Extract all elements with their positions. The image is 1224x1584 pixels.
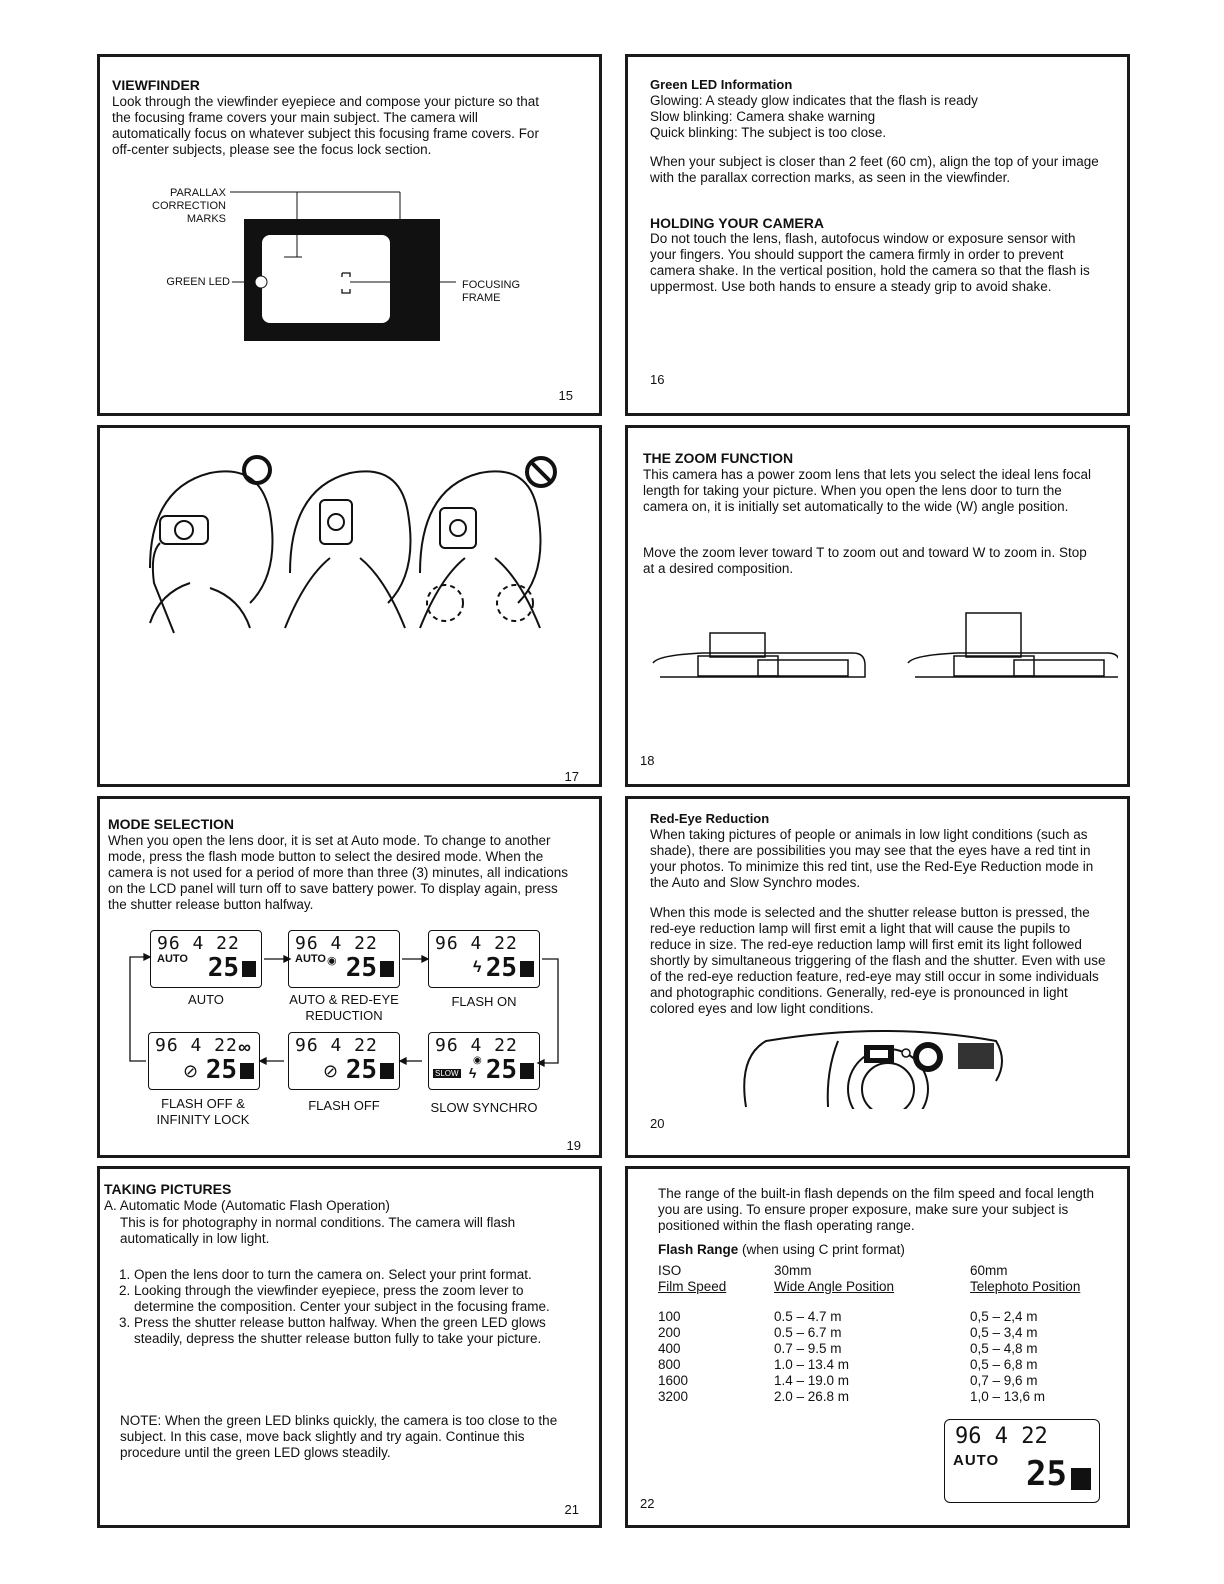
table-cell: 1600 bbox=[658, 1373, 689, 1388]
red-eye-paragraph-2: When this mode is selected and the shutter release button is pressed, the red-eye reduction lamp will first emit a light that will cause the pupils to reduce in size. The red-eye reduction lamp will first emit its light followed shortly by simultaneous triggering of the flash and the shutter. Even with use of the red-eye reduction feature, red-eye may still occur in some individuals and photographic conditions. Generally, red-eye is pronounced in light colored eyes and low light conditions. bbox=[650, 905, 1106, 1016]
table-cell: 0.7 – 9.5 m bbox=[774, 1341, 842, 1356]
table-cell: 0.5 – 6.7 m bbox=[774, 1325, 842, 1340]
page-number: 16 bbox=[650, 372, 665, 387]
table-row bbox=[658, 1373, 1108, 1389]
table-cell: 0,7 – 9,6 m bbox=[970, 1373, 1038, 1388]
page-number: 21 bbox=[564, 1502, 579, 1517]
mode-caption-slow-synchro: SLOW SYNCHRO bbox=[430, 1100, 538, 1115]
slow-badge: SLOW bbox=[435, 1069, 459, 1078]
film-icon bbox=[1071, 1468, 1091, 1490]
page-number: 15 bbox=[558, 388, 573, 403]
led-line-3: Quick blinking: The subject is too close. bbox=[650, 125, 887, 140]
table-cell: 800 bbox=[658, 1357, 681, 1372]
lcd-slow-synchro: 96 4 22 ◉ SLOW ϟ 25 bbox=[428, 1032, 540, 1090]
flash-range-intro: The range of the built-in flash depends on the film speed and focal length you are using. To ensure proper exposure, make sure your subject is positioned within the flash operating range. bbox=[658, 1186, 1095, 1233]
lcd-flash-off: 96 4 22 ⊘ 25 bbox=[288, 1032, 400, 1090]
table-header-row: ISO 30mm 60mm bbox=[658, 1263, 1008, 1278]
zoom-paragraph-1: This camera has a power zoom lens that lets you select the ideal lens focal length for taking your picture. When you open the lens door to turn the camera on, it is initially set automatically to the wide (W) angle position. bbox=[643, 467, 1091, 514]
led-line-2: Slow blinking: Camera shake warning bbox=[650, 109, 876, 124]
page-number: 17 bbox=[564, 769, 579, 784]
table-cell: 0.5 – 4.7 m bbox=[774, 1309, 842, 1324]
viewfinder-title: VIEWFINDER bbox=[112, 77, 200, 93]
page-20-panel bbox=[625, 796, 1130, 1158]
table-cell: 0,5 – 6,8 m bbox=[970, 1357, 1038, 1372]
zoom-title: THE ZOOM FUNCTION bbox=[643, 450, 794, 466]
parallax-paragraph: When your subject is closer than 2 feet (60 cm), align the top of your image with the parallax correction marks, as seen in the viewfinder. bbox=[650, 154, 1099, 185]
table-cell: 2.0 – 26.8 m bbox=[774, 1389, 850, 1404]
green-led-title: Green LED Information bbox=[650, 77, 793, 92]
page-18-panel bbox=[625, 425, 1130, 787]
lcd-flash-on: 96 4 22 ϟ 25 bbox=[428, 930, 540, 988]
table-cell: 0,5 – 3,4 m bbox=[970, 1325, 1038, 1340]
red-eye-paragraph-1: When taking pictures of people or animals in low light conditions (such as shade), there are possibilities you may see that the eyes have a red tint in your photos. To minimize this red tint, use the Red-Eye Reduction mode in the Auto and Slow Synchro modes. bbox=[650, 827, 1094, 890]
focusing-frame-label: FOCUSING FRAME bbox=[462, 279, 521, 304]
mode-caption-auto: AUTO bbox=[188, 992, 224, 1007]
flash-range-table bbox=[658, 1263, 1108, 1405]
automatic-mode-text: This is for photography in normal conditions. The camera will flash automatically in low light. bbox=[120, 1215, 516, 1246]
viewfinder-diagram bbox=[220, 187, 460, 347]
page-15-panel bbox=[97, 54, 602, 416]
page-number: 22 bbox=[640, 1496, 655, 1511]
page-22-panel bbox=[625, 1166, 1130, 1528]
automatic-mode-subtitle: A. Automatic Mode (Automatic Flash Operation) bbox=[104, 1198, 390, 1213]
table-row bbox=[658, 1325, 1108, 1341]
page-number: 18 bbox=[640, 753, 655, 768]
taking-pictures-title: TAKING PICTURES bbox=[104, 1181, 232, 1197]
green-led-label: GREEN LED bbox=[166, 276, 230, 288]
note-text: NOTE: When the green LED blinks quickly, the camera is too close to the subject. In this case, move back slightly and try again. Continue this procedure until the green LED glows steadily. bbox=[120, 1413, 558, 1460]
parallax-label: PARALLAX CORRECTION MARKS bbox=[152, 187, 226, 225]
table-row bbox=[658, 1389, 1108, 1405]
camera-front-illustration bbox=[738, 1029, 1008, 1109]
page-number: 19 bbox=[566, 1138, 581, 1153]
page-16-panel bbox=[625, 54, 1130, 416]
flash-off-icon: ⊘ bbox=[183, 1061, 199, 1081]
holding-title: HOLDING YOUR CAMERA bbox=[650, 215, 824, 231]
page-19-panel bbox=[97, 796, 602, 1158]
table-row bbox=[658, 1341, 1108, 1357]
lcd-auto: 96 4 22 AUTO 25 bbox=[150, 930, 262, 988]
table-cell: 1,0 – 13,6 m bbox=[970, 1389, 1046, 1404]
lcd-flash-off-infinity: 96 4 22 ∞ ⊘ 25 bbox=[148, 1032, 260, 1090]
red-eye-icon: ◉ bbox=[473, 1055, 482, 1066]
steps-list bbox=[100, 1267, 574, 1347]
table-row bbox=[658, 1357, 1108, 1373]
red-eye-title: Red-Eye Reduction bbox=[650, 811, 770, 826]
lcd-auto-red-eye: 96 4 22 AUTO ◉ 25 bbox=[288, 930, 400, 988]
zoom-lens-illustration bbox=[648, 608, 1118, 688]
holding-paragraph: Do not touch the lens, flash, autofocus window or exposure sensor with your fingers. You should support the camera firmly in order to prevent camera shake. In the vertical position, hold the camera so that the flash is uppermost. Use both hands to ensure a steady grip to avoid shake. bbox=[650, 231, 1090, 294]
table-body bbox=[658, 1309, 1108, 1405]
table-cell: 0,5 – 2,4 m bbox=[970, 1309, 1038, 1324]
flash-icon: ϟ bbox=[473, 959, 482, 976]
table-cell: 400 bbox=[658, 1341, 681, 1356]
table-cell: 1.0 – 13.4 m bbox=[774, 1357, 850, 1372]
table-cell: 200 bbox=[658, 1325, 681, 1340]
table-cell: 1.4 – 19.0 m bbox=[774, 1373, 850, 1388]
mode-caption-flash-on: FLASH ON bbox=[451, 994, 517, 1009]
flash-off-icon: ⊘ bbox=[323, 1061, 339, 1081]
mode-caption-auto-red-eye: AUTO & RED-EYE REDUCTION bbox=[289, 992, 399, 1023]
page-17-panel bbox=[97, 425, 602, 787]
holding-camera-illustration bbox=[120, 448, 570, 658]
page-number: 20 bbox=[650, 1116, 665, 1131]
mode-caption-flash-off-infinity: FLASH OFF & INFINITY LOCK bbox=[156, 1096, 250, 1127]
infinity-icon: ∞ bbox=[238, 1037, 251, 1057]
step-1: 1. Open the lens door to turn the camera on. Select your print format. bbox=[134, 1267, 574, 1283]
viewfinder-text: Look through the viewfinder eyepiece and compose your picture so that the focusing frame covers your main subject. The camera will automatically focus on whatever subject this focusing frame covers. For off-center subjects, please see the focus lock section. bbox=[112, 94, 540, 157]
step-3: 3. Press the shutter release button halfway. When the green LED glows steadily, depress the shutter release button fully to take your picture. bbox=[134, 1315, 574, 1347]
mode-caption-flash-off: FLASH OFF bbox=[308, 1098, 380, 1113]
mode-selection-title: MODE SELECTION bbox=[108, 816, 235, 832]
correct-mark-icon bbox=[244, 457, 270, 483]
step-2: 2. Looking through the viewfinder eyepiece, press the zoom lever to determine the composition. Center your subject in the focusing frame. bbox=[134, 1283, 574, 1315]
prohibited-mark-icon bbox=[527, 458, 555, 486]
zoom-paragraph-2: Move the zoom lever toward T to zoom out and toward W to zoom in. Stop at a desired composition. bbox=[643, 545, 1087, 576]
table-cell: 0,5 – 4,8 m bbox=[970, 1341, 1038, 1356]
led-line-1: Glowing: A steady glow indicates that the flash is ready bbox=[650, 93, 978, 108]
flash-range-heading: Flash Range (when using C print format) bbox=[658, 1242, 905, 1257]
flash-icon: ϟ bbox=[469, 1065, 477, 1081]
table-row bbox=[658, 1309, 1108, 1325]
table-cell: 3200 bbox=[658, 1389, 689, 1404]
table-subheader-row: Film Speed Wide Angle Position Telephoto Position bbox=[658, 1279, 1081, 1294]
red-eye-icon: ◉ bbox=[327, 955, 337, 967]
mode-selection-text: When you open the lens door, it is set at Auto mode. To change to another mode, press the flash mode button to select the desired mode. When the camera is not used for a period of more than three (3) minutes, all indications on the LCD panel will turn off to save battery power. To display again, press the shutter release button halfway. bbox=[108, 833, 568, 912]
table-cell: 100 bbox=[658, 1309, 681, 1324]
page-21-panel bbox=[97, 1166, 602, 1528]
lcd-auto-display: 96 4 22 AUTO 25 bbox=[944, 1419, 1100, 1503]
